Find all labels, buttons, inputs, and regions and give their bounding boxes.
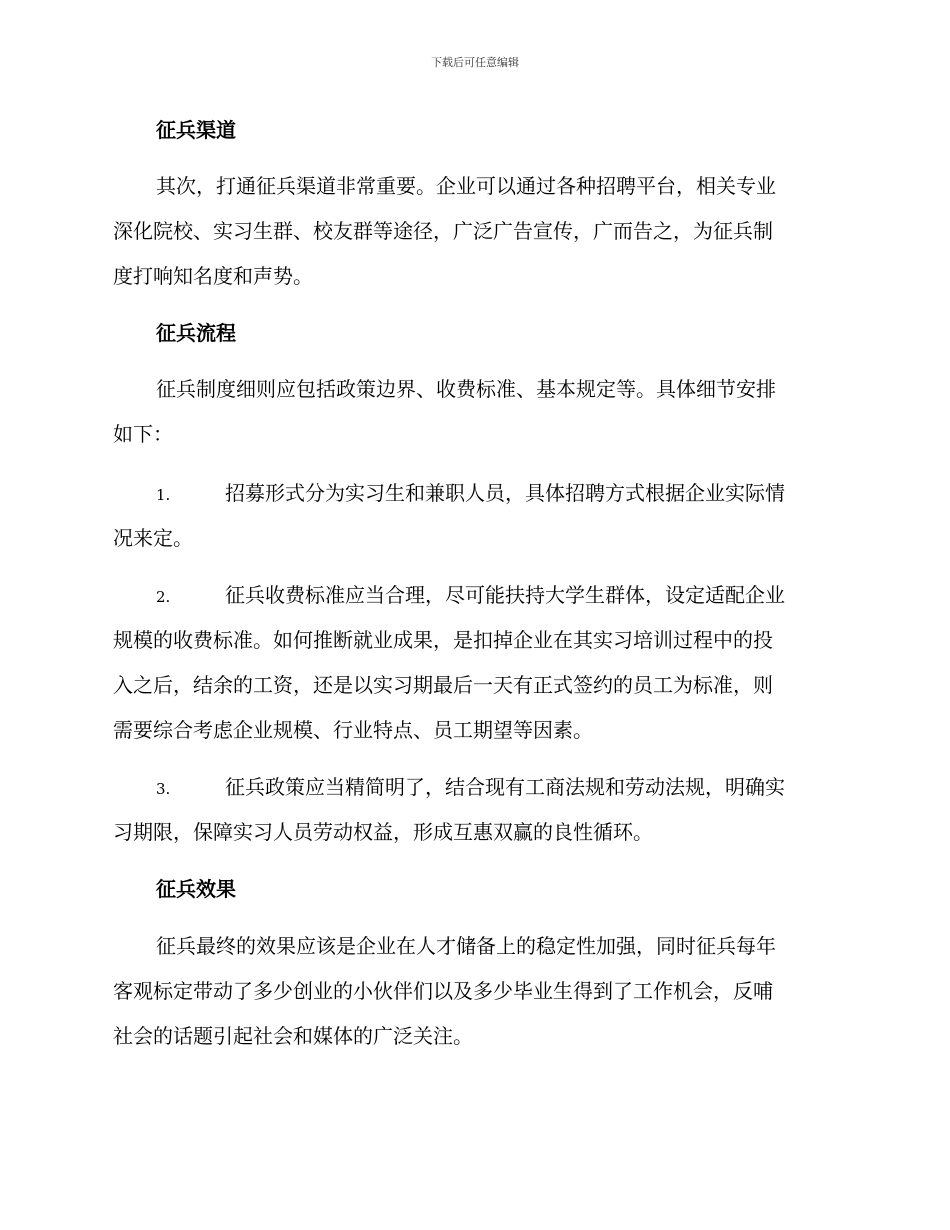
list-item-2	[113, 573, 833, 753]
paragraph-effect	[113, 924, 833, 1059]
list-item-3	[113, 765, 833, 855]
list-number: 3.	[156, 780, 171, 798]
paragraph-process-intro	[113, 367, 833, 457]
text-line: 深化院校、实习生群、校友群等途径，广泛广告宣传，广而告之，为征兵制	[113, 219, 773, 243]
heading-channel: 征兵渠道	[156, 118, 236, 142]
text-line: 征兵政策应当精简明了，结合现有工商法规和劳动法规，明确实	[225, 775, 785, 799]
text-line: 入之后，结余的工资，还是以实习期最后一天有正式签约的员工为标准，则	[113, 673, 773, 697]
list-number: 1.	[156, 486, 171, 504]
text-line: 习期限，保障实习人员劳动权益，形成互惠双赢的良性循环。	[113, 820, 653, 844]
text-line: 需要综合考虑企业规模、行业特点、员工期望等因素。	[113, 718, 593, 742]
list-number: 2.	[156, 588, 171, 606]
paragraph-channel	[113, 164, 833, 299]
page-header: 下载后可任意编辑	[431, 56, 519, 69]
heading-process: 征兵流程	[156, 321, 236, 345]
list-item-1	[113, 471, 833, 561]
text-line: 征兵制度细则应包括政策边界、收费标准、基本规定等。具体细节安排	[156, 377, 776, 401]
heading-effect: 征兵效果	[156, 877, 236, 901]
text-line: 征兵最终的效果应该是企业在人才储备上的稳定性加强，同时征兵每年	[156, 934, 776, 958]
text-line: 招募形式分为实习生和兼职人员，具体招聘方式根据企业实际情	[225, 481, 785, 505]
text-line: 其次，打通征兵渠道非常重要。企业可以通过各种招聘平台，相关专业	[156, 174, 776, 198]
text-line: 况来定。	[113, 526, 193, 550]
text-line: 征兵收费标准应当合理，尽可能扶持大学生群体，设定适配企业	[225, 583, 785, 607]
text-line: 社会的话题引起社会和媒体的广泛关注。	[113, 1024, 473, 1048]
text-line: 度打响知名度和声势。	[113, 264, 313, 288]
text-line: 如下：	[113, 422, 173, 446]
text-line: 客观标定带动了多少创业的小伙伴们以及多少毕业生得到了工作机会，反哺	[113, 979, 773, 1003]
text-line: 规模的收费标准。如何推断就业成果，是扣掉企业在其实习培训过程中的投	[113, 628, 773, 652]
